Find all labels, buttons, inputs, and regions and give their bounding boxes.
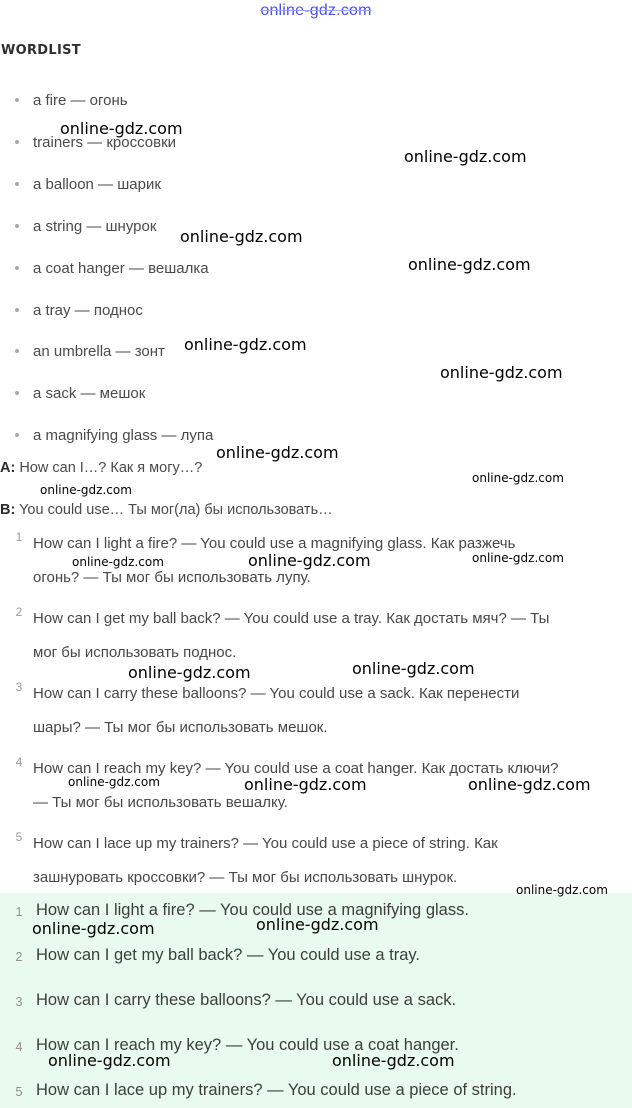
watermark: online-gdz.com (184, 335, 307, 354)
wordlist-item-text: a balloon — шарик (33, 176, 161, 193)
watermark: online-gdz.com (68, 775, 160, 789)
watermark: online-gdz.com (72, 555, 164, 569)
example-line: огонь? — Ты мог бы использовать лупу. (33, 569, 311, 586)
watermark: online-gdz.com (468, 775, 591, 794)
wordlist-title: WORDLIST (1, 43, 81, 58)
bullet-icon (15, 224, 19, 228)
wordlist-item (15, 343, 165, 365)
wordlist-item-text: a magnifying glass — лупа (33, 427, 214, 444)
watermark: online-gdz.com (404, 147, 527, 166)
example-line: How can I get my ball back? — You could use a tray. Как достать мяч? — Ты (33, 610, 550, 627)
dialog-a-text: How can I…? Как я могу…? (15, 460, 203, 476)
wordlist-item (15, 92, 128, 114)
wordlist-item (15, 260, 209, 282)
watermark: online-gdz.com (256, 915, 379, 934)
answer-text: How can I carry these balloons? — You could use a sack. (36, 991, 457, 1009)
example-number: 3 (15, 680, 23, 694)
bullet-icon (15, 182, 19, 186)
wordlist-item-text: a coat hanger — вешалка (33, 260, 209, 277)
example-line: — Ты мог бы использовать вешалку. (33, 794, 288, 811)
watermark: online-gdz.com (128, 663, 251, 682)
example-line: How can I lace up my trainers? — You could use a piece of string. Как (33, 835, 498, 852)
watermark: online-gdz.com (248, 551, 371, 570)
answer-number: 1 (15, 905, 23, 919)
wordlist-item-text: a tray — поднос (33, 302, 143, 319)
bullet-icon (15, 140, 19, 144)
example-number: 5 (15, 830, 23, 844)
answer-number: 5 (15, 1085, 23, 1099)
watermark: online-gdz.com (48, 1051, 171, 1070)
watermark: online-gdz.com (332, 1051, 455, 1070)
watermark: online-gdz.com (180, 227, 303, 246)
example-number: 1 (15, 530, 23, 544)
watermark: online-gdz.com (352, 659, 475, 678)
example-line: How can I light a fire? — You could use a magnifying glass. Как разжечь (33, 535, 516, 552)
dialog-a-label: A: (0, 460, 16, 476)
watermark: online-gdz.com (472, 551, 564, 565)
answer-text: How can I reach my key? — You could use a coat hanger. (36, 1036, 459, 1054)
bullet-icon (15, 308, 19, 312)
wordlist-item-text: an umbrella — зонт (33, 343, 165, 360)
watermark: online-gdz.com (516, 883, 608, 897)
watermark: online-gdz.com (440, 363, 563, 382)
example-number: 2 (15, 605, 23, 619)
wordlist-item-text: trainers — кроссовки (33, 134, 177, 151)
site-header-link[interactable]: online-gdz.com (260, 2, 372, 19)
wordlist-item (15, 385, 145, 407)
answer-text: How can I get my ball back? — You could use a tray. (36, 946, 420, 964)
watermark: online-gdz.com (40, 483, 132, 497)
watermark: online-gdz.com (472, 471, 564, 485)
wordlist-item (15, 218, 156, 240)
example-number: 4 (15, 755, 23, 769)
watermark: online-gdz.com (216, 443, 339, 462)
example-line: зашнуровать кроссовки? — Ты мог бы использовать шнурок. (33, 869, 458, 886)
bullet-icon (15, 349, 19, 353)
wordlist-item-text: a sack — мешок (33, 385, 146, 402)
bullet-icon (15, 433, 19, 437)
watermark: online-gdz.com (244, 775, 367, 794)
example-line: мог бы использовать поднос. (33, 644, 237, 661)
answer-text: How can I lace up my trainers? — You could use a piece of string. (36, 1081, 517, 1099)
example-line: How can I carry these balloons? — You could use a sack. Как перенести (33, 685, 520, 702)
bullet-icon (15, 391, 19, 395)
answer-number: 2 (15, 950, 23, 964)
dialog-b (0, 502, 333, 518)
dialog-b-label: B: (0, 502, 16, 518)
wordlist-item-text: a string — шнурок (33, 218, 157, 235)
wordlist-item (15, 176, 161, 198)
watermark: online-gdz.com (408, 255, 531, 274)
answer-text: How can I light a fire? — You could use a magnifying glass. (36, 901, 469, 919)
answer-number: 3 (15, 995, 23, 1009)
bullet-icon (15, 266, 19, 270)
wordlist-item (15, 302, 143, 324)
dialog-b-text: You could use… Ты мог(ла) бы использовать… (15, 502, 333, 518)
answer-number: 4 (15, 1040, 23, 1054)
site-header[interactable] (0, 2, 632, 20)
wordlist-item-text: a fire — огонь (33, 92, 128, 109)
bullet-icon (15, 98, 19, 102)
dialog-a (0, 460, 202, 476)
example-line: How can I reach my key? — You could use a coat hanger. Как достать ключи? (33, 760, 559, 777)
watermark: online-gdz.com (32, 919, 155, 938)
watermark: online-gdz.com (60, 119, 183, 138)
example-line: шары? — Ты мог бы использовать мешок. (33, 719, 328, 736)
wordlist-item (15, 427, 213, 449)
